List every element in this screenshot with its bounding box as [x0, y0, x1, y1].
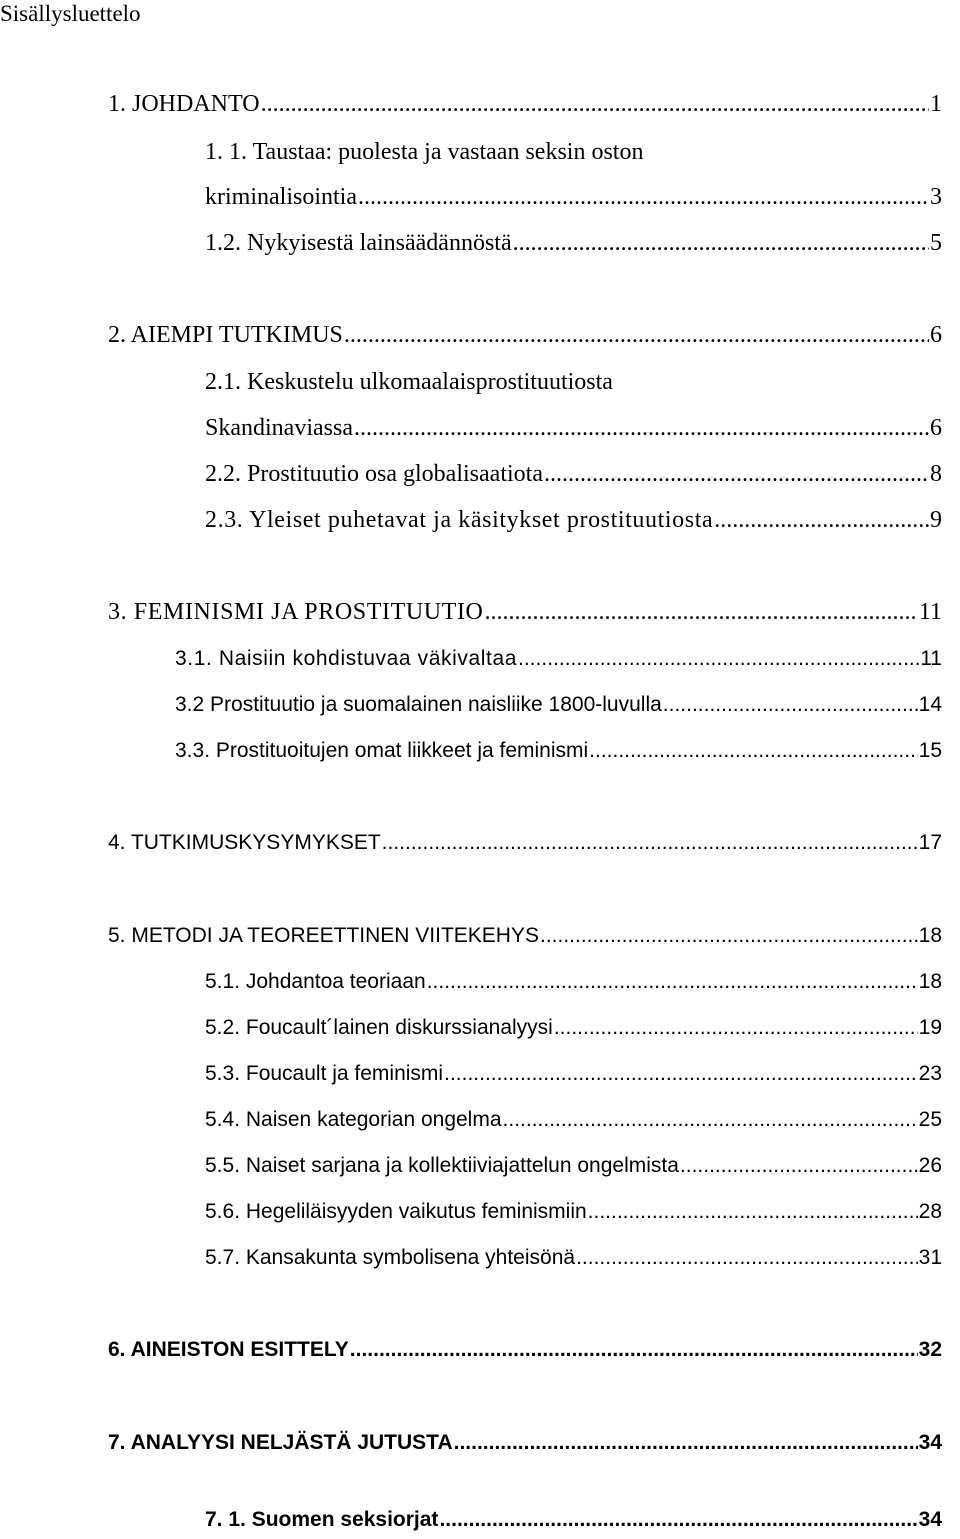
- toc-entry-taustaa[interactable]: [205, 137, 942, 167]
- toc-page-number: 32: [918, 1338, 942, 1361]
- toc-leader-dots: [663, 690, 918, 720]
- toc-leader-dots: [576, 1243, 918, 1273]
- toc-entry-aiempi-tutkimus[interactable]: [108, 320, 942, 350]
- toc-entry-text: kriminalisointia: [205, 184, 357, 210]
- toc-entry-text: 5.3. Foucault ja feminismi: [205, 1062, 444, 1085]
- toc-page-number: 6: [930, 415, 942, 441]
- toc-leader-dots: [454, 1428, 918, 1458]
- toc-page-number: 5: [930, 230, 942, 256]
- toc-leader-dots: [518, 644, 919, 674]
- toc-leader-dots: [544, 459, 929, 489]
- toc-entry-text: 5.2. Foucault´lainen diskurssianalyysi: [205, 1016, 553, 1039]
- toc-entry-text: 5.1. Johdantoa teoriaan: [205, 970, 426, 993]
- toc-entry-text: 5.6. Hegeliläisyyden vaikutus feminismiin: [205, 1200, 587, 1223]
- toc-page-number: 11: [918, 599, 942, 625]
- toc-entry-text: Skandinaviassa: [205, 415, 353, 441]
- toc-entry-aineiston-esittely[interactable]: [108, 1335, 942, 1365]
- toc-entry-keskustelu[interactable]: [205, 367, 942, 397]
- page-title: Sisällysluettelo: [0, 1, 141, 26]
- toc-leader-dots: [540, 921, 918, 951]
- toc-entry-foucault-feminismi[interactable]: [205, 1059, 942, 1089]
- toc-page-number: 3: [930, 184, 942, 210]
- toc-entry-vakivalta[interactable]: [175, 644, 942, 674]
- toc-entry-text: 1. JOHDANTO: [108, 91, 260, 117]
- toc-entry-text: 2.1. Keskustelu ulkomaalaisprostituutiosta: [205, 369, 613, 395]
- toc-page-number: 26: [918, 1154, 942, 1177]
- toc-leader-dots: [261, 89, 929, 119]
- toc-page-number: 8: [930, 461, 942, 487]
- toc-leader-dots: [382, 828, 918, 858]
- toc-entry-tutkimuskysymykset[interactable]: [108, 828, 942, 858]
- toc-page-number: 25: [918, 1108, 942, 1131]
- toc-page-number: 6: [930, 322, 942, 348]
- toc-leader-dots: [588, 1197, 918, 1227]
- toc-entry-prostituoitujen-liikkeet[interactable]: [175, 736, 942, 766]
- toc-entry-text: 5. METODI JA TEOREETTINEN VIITEKEHYS: [108, 924, 539, 947]
- toc-entry-text: 5.5. Naiset sarjana ja kollektiiviajattelun ongelmista: [205, 1154, 679, 1177]
- toc-entry-text: 2.2. Prostituutio osa globalisaatiota: [205, 461, 543, 487]
- toc-entry-johdanto[interactable]: [108, 89, 942, 119]
- toc-leader-dots: [503, 1105, 918, 1135]
- toc-entry-kansakunta[interactable]: [205, 1243, 942, 1273]
- toc-page-number: 23: [918, 1062, 942, 1085]
- toc-entry-text: 2. AIEMPI TUTKIMUS: [108, 322, 343, 348]
- toc-entry-feminismi-ja-prostituutio[interactable]: [108, 597, 942, 627]
- toc-entry-text: 3.3. Prostituoitujen omat liikkeet ja feminismi: [175, 739, 589, 762]
- toc-leader-dots: [714, 505, 929, 535]
- toc-leader-dots: [358, 182, 929, 212]
- toc-page-number: 18: [918, 924, 942, 947]
- toc-page-number: 34: [918, 1508, 942, 1531]
- toc-entry-text: 3.2 Prostituutio ja suomalainen naisliike 1800-luvulla: [175, 693, 662, 716]
- toc-entry-text: 4. TUTKIMUSKYSYMYKSET: [108, 831, 381, 854]
- toc-leader-dots: [354, 413, 929, 443]
- toc-page-number: 19: [918, 1016, 942, 1039]
- toc-entry-naisen-kategoria[interactable]: [205, 1105, 942, 1135]
- toc-entry-text: 5.4. Naisen kategorian ongelma: [205, 1108, 502, 1131]
- toc-leader-dots: [485, 597, 918, 627]
- toc-page-number: 14: [918, 693, 942, 716]
- toc-entry-text: 7. ANALYYSI NELJÄSTÄ JUTUSTA: [108, 1431, 453, 1454]
- toc-page-number: 9: [930, 507, 942, 533]
- toc-entry-text: 5.7. Kansakunta symbolisena yhteisönä: [205, 1246, 576, 1269]
- toc-leader-dots: [344, 320, 929, 350]
- toc-entry-kriminalisointia[interactable]: [205, 182, 942, 212]
- toc-entry-text: 1. 1. Taustaa: puolesta ja vastaan seksin oston: [205, 139, 644, 165]
- toc-leader-dots: [350, 1335, 918, 1365]
- toc-page-number: 1: [930, 91, 942, 117]
- toc-entry-skandinaviassa[interactable]: [205, 413, 942, 443]
- toc-entry-lainsaadanto[interactable]: [205, 228, 942, 258]
- toc-entry-naisliike[interactable]: [175, 690, 942, 720]
- toc-entry-globalisaatio[interactable]: [205, 459, 942, 489]
- toc-page-number: 34: [918, 1431, 942, 1454]
- toc-leader-dots: [444, 1059, 918, 1089]
- toc-leader-dots: [513, 228, 929, 258]
- toc-entry-text: 3.1. Naisiin kohdistuvaa väkivaltaa: [175, 647, 518, 670]
- toc-entry-text: 1.2. Nykyisestä lainsäädännöstä: [205, 230, 512, 256]
- toc-entry-text: 3. FEMINISMI JA PROSTITUUTIO: [108, 599, 484, 625]
- toc-entry-text: 2.3. Yleiset puhetavat ja käsitykset prostituutiosta: [205, 507, 714, 533]
- toc-leader-dots: [427, 967, 918, 997]
- toc-page-number: 28: [918, 1200, 942, 1223]
- toc-entry-johdantoa-teoriaan[interactable]: [205, 967, 942, 997]
- toc-page-number: 11: [920, 647, 942, 670]
- toc-entry-naiset-sarjana[interactable]: [205, 1151, 942, 1181]
- toc-entry-analyysi[interactable]: [108, 1428, 942, 1458]
- toc-leader-dots: [680, 1151, 918, 1181]
- toc-leader-dots: [554, 1013, 918, 1043]
- toc-entry-text: 6. AINEISTON ESITTELY: [108, 1338, 349, 1361]
- toc-page-number: 31: [918, 1246, 942, 1269]
- toc-page-number: 17: [918, 831, 942, 854]
- toc-entry-metodi[interactable]: [108, 921, 942, 951]
- toc-page-number: 18: [918, 970, 942, 993]
- toc-page-number: 15: [918, 739, 942, 762]
- toc-entry-diskurssianalyysi[interactable]: [205, 1013, 942, 1043]
- toc-leader-dots: [439, 1505, 917, 1535]
- toc-leader-dots: [589, 736, 917, 766]
- toc-entry-puhetavat[interactable]: [205, 505, 942, 535]
- toc-entry-hegelilaisyys[interactable]: [205, 1197, 942, 1227]
- toc-entry-suomen-seksiorjat[interactable]: [205, 1505, 942, 1535]
- toc-entry-text: 7. 1. Suomen seksiorjat: [205, 1508, 439, 1531]
